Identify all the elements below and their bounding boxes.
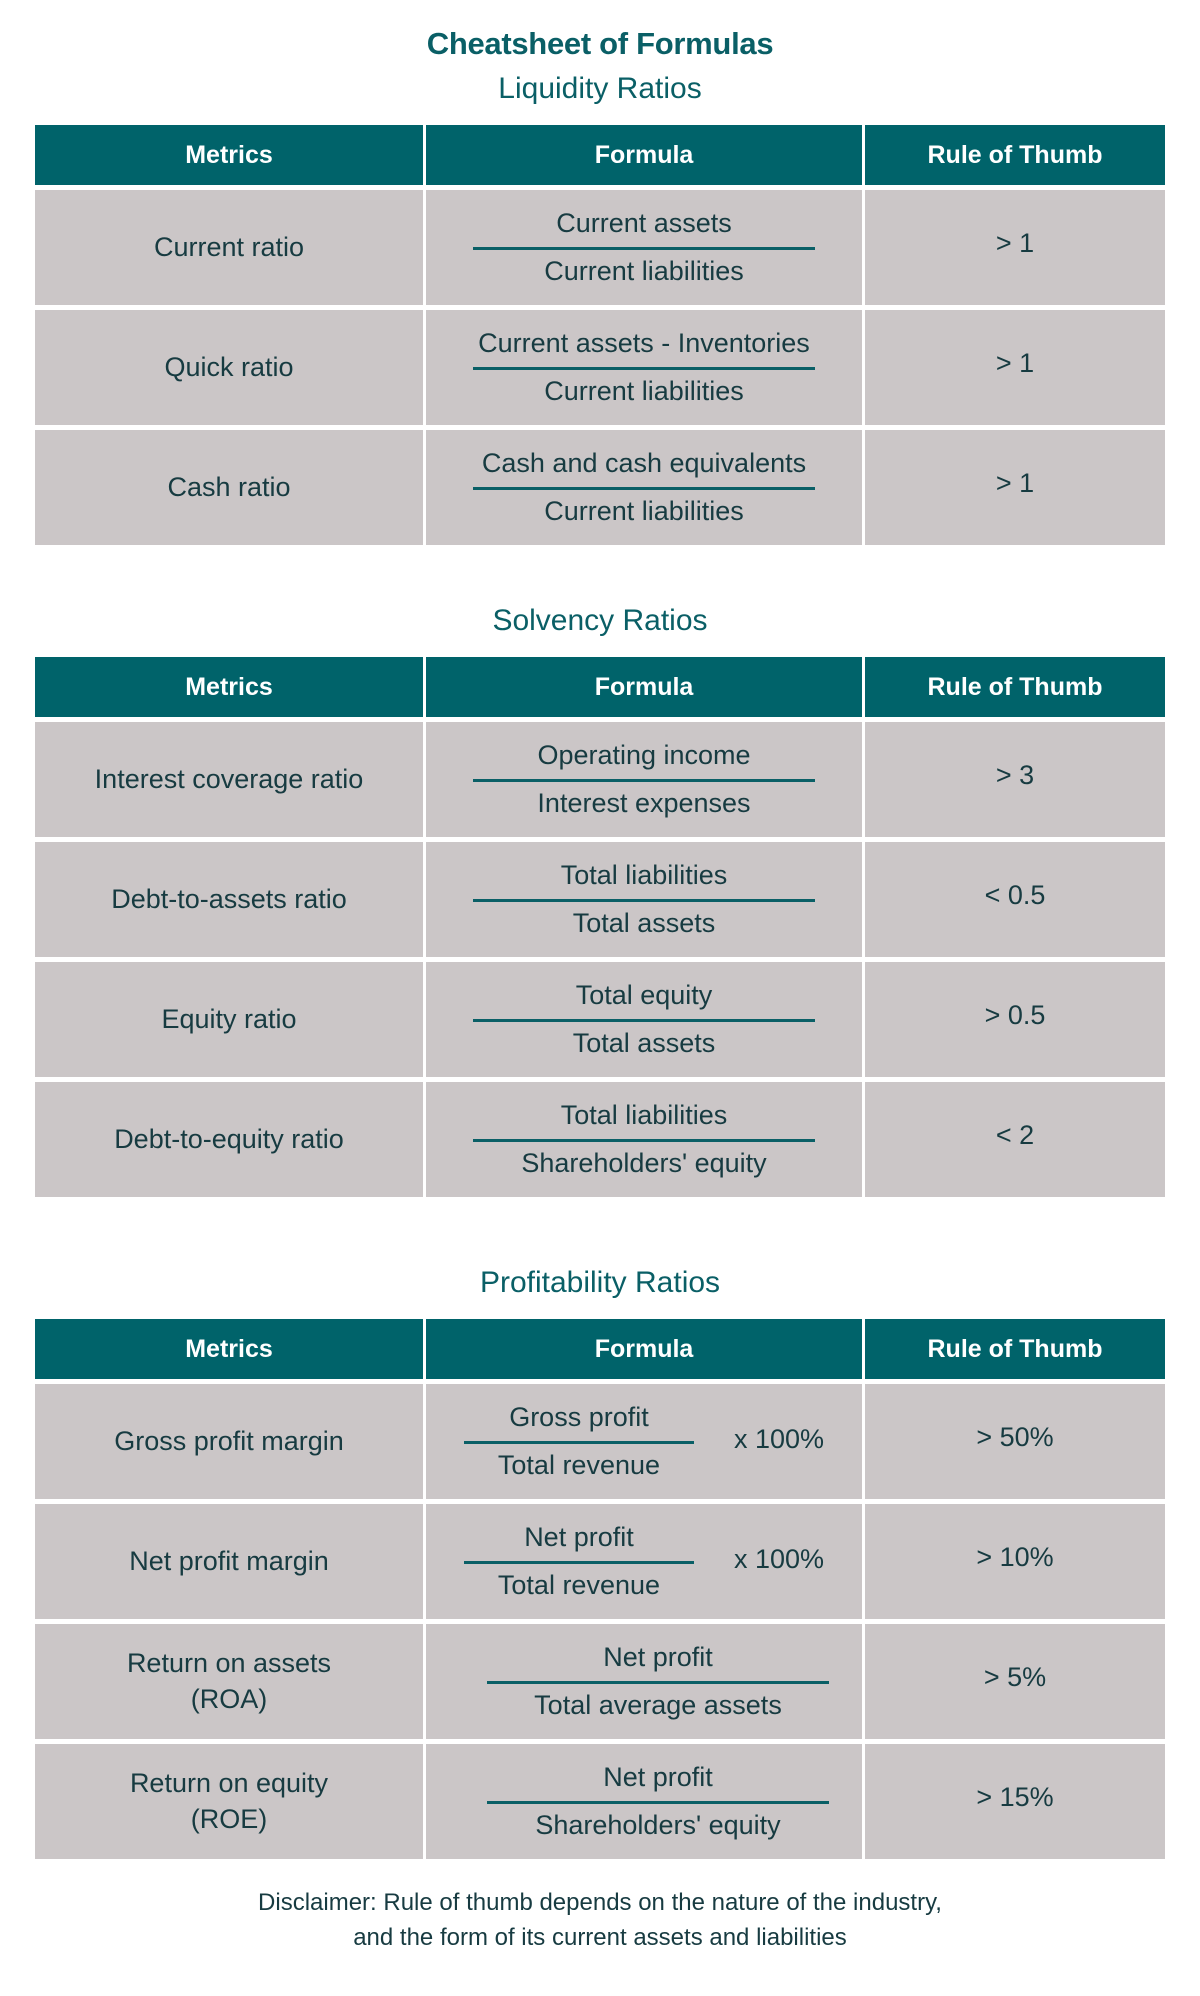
rule-cell: > 1: [865, 430, 1165, 545]
liquidity-table: [35, 125, 1165, 185]
fraction: [487, 1640, 829, 1723]
formula-cell: [426, 962, 862, 1077]
metric-cell: Debt-to-assets ratio: [35, 842, 423, 957]
formula-cell: [426, 722, 862, 837]
rule-cell: > 15%: [865, 1744, 1165, 1859]
metric-cell: Equity ratio: [35, 962, 423, 1077]
denominator: Total revenue: [497, 1570, 661, 1600]
section-title-solvency: Solvency Ratios: [492, 604, 708, 637]
fraction-bar: [473, 247, 815, 250]
metric-cell: Cash ratio: [35, 430, 423, 545]
metric-cell: [35, 1624, 423, 1739]
metric-label: Return on equity: [129, 1768, 329, 1799]
denominator: Shareholders' equity: [535, 1810, 781, 1840]
fraction-bar: [487, 1681, 829, 1684]
fraction: [487, 1760, 829, 1843]
solvency-table: [35, 657, 1165, 717]
header-rule: Rule of Thumb: [865, 657, 1165, 717]
rule-cell: > 0.5: [865, 962, 1165, 1077]
disclaimer-line-1: Disclaimer: Rule of thumb depends on the nature of the industry,: [258, 1889, 942, 1916]
fraction: [464, 1400, 694, 1483]
numerator: Current assets: [556, 207, 732, 238]
disclaimer-line-2: and the form of its current assets and liabilities: [353, 1923, 847, 1951]
metric-abbreviation: (ROA): [190, 1683, 268, 1714]
metric-cell: Net profit margin: [35, 1504, 423, 1619]
fraction-bar: [464, 1441, 694, 1444]
denominator: Interest expenses: [537, 788, 751, 818]
rule-cell: > 1: [865, 310, 1165, 425]
formula-cell: [426, 190, 862, 305]
metric-cell: [35, 1744, 423, 1859]
numerator: Cash and cash equivalents: [481, 447, 807, 478]
metric-cell: Debt-to-equity ratio: [35, 1082, 423, 1197]
fraction: [473, 1098, 815, 1181]
profitability-table: [35, 1319, 1165, 1379]
fraction-bar: [473, 899, 815, 902]
rule-cell: > 50%: [865, 1384, 1165, 1499]
fraction-bar: [473, 1139, 815, 1142]
fraction: [473, 978, 815, 1061]
numerator: Gross profit: [509, 1401, 649, 1432]
denominator: Current liabilities: [544, 376, 744, 406]
denominator: Current liabilities: [544, 496, 744, 526]
metric-cell: Gross profit margin: [35, 1384, 423, 1499]
numerator: Net profit: [524, 1521, 634, 1552]
disclaimer: [0, 1886, 1200, 1956]
multiplier: x 100%: [733, 1543, 825, 1574]
header-formula: Formula: [426, 1319, 862, 1379]
numerator: Current assets - Inventories: [478, 327, 810, 358]
header-metrics: Metrics: [35, 657, 423, 717]
rule-cell: > 3: [865, 722, 1165, 837]
fraction: [473, 206, 815, 289]
numerator: Net profit: [603, 1641, 713, 1672]
formula-cell: [426, 1384, 862, 1499]
page-title: Cheatsheet of Formulas: [426, 26, 774, 61]
rule-cell: > 5%: [865, 1624, 1165, 1739]
liquidity-rows: [35, 190, 1165, 545]
rule-cell: < 2: [865, 1082, 1165, 1197]
numerator: Total equity: [575, 979, 713, 1010]
metric-cell: Quick ratio: [35, 310, 423, 425]
numerator: Net profit: [603, 1761, 713, 1792]
fraction: [473, 326, 815, 409]
fraction-with-multiplier: [464, 1400, 824, 1483]
metric-abbreviation: (ROE): [190, 1803, 268, 1834]
metric-cell: Interest coverage ratio: [35, 722, 423, 837]
formula-cell: [426, 430, 862, 545]
metric-label: Return on assets: [126, 1648, 332, 1679]
header-metrics: Metrics: [35, 1319, 423, 1379]
header-formula: Formula: [426, 657, 862, 717]
denominator: Total assets: [572, 1028, 716, 1058]
fraction-bar: [473, 1019, 815, 1022]
fraction-bar: [464, 1561, 694, 1564]
formula-cell: [426, 1504, 862, 1619]
numerator: Total liabilities: [560, 1099, 728, 1130]
rule-cell: < 0.5: [865, 842, 1165, 957]
formula-cell: [426, 1744, 862, 1859]
fraction-bar: [473, 779, 815, 782]
section-title-liquidity: Liquidity Ratios: [498, 72, 702, 105]
numerator: Operating income: [537, 739, 751, 770]
header-rule: Rule of Thumb: [865, 1319, 1165, 1379]
fraction-with-multiplier: [464, 1520, 824, 1603]
fraction-bar: [473, 367, 815, 370]
solvency-rows: [35, 722, 1165, 1197]
profitability-rows: [35, 1384, 1165, 1859]
formula-cell: [426, 842, 862, 957]
rule-cell: > 10%: [865, 1504, 1165, 1619]
denominator: Shareholders' equity: [521, 1148, 767, 1178]
fraction: [464, 1520, 694, 1603]
numerator: Total liabilities: [560, 859, 728, 890]
fraction: [473, 738, 815, 821]
denominator: Total revenue: [497, 1450, 661, 1480]
header-formula: Formula: [426, 125, 862, 185]
fraction-bar: [487, 1801, 829, 1804]
formula-cell: [426, 310, 862, 425]
denominator: Current liabilities: [544, 256, 744, 286]
formula-cell: [426, 1624, 862, 1739]
fraction: [473, 858, 815, 941]
fraction-bar: [473, 487, 815, 490]
metric-cell: Current ratio: [35, 190, 423, 305]
header-metrics: Metrics: [35, 125, 423, 185]
header-rule: Rule of Thumb: [865, 125, 1165, 185]
formula-cell: [426, 1082, 862, 1197]
multiplier: x 100%: [733, 1423, 825, 1454]
denominator: Total assets: [572, 908, 716, 938]
rule-cell: > 1: [865, 190, 1165, 305]
denominator: Total average assets: [534, 1690, 782, 1720]
section-title-profitability: Profitability Ratios: [479, 1266, 721, 1299]
fraction: [473, 446, 815, 529]
